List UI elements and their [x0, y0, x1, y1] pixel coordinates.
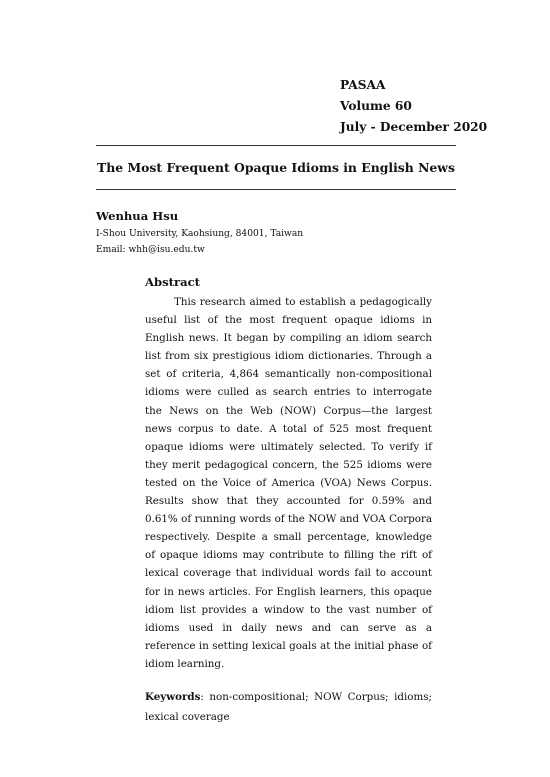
author-email: Email: whh@isu.edu.tw — [96, 245, 205, 255]
journal-info — [340, 75, 487, 138]
paper-title: The Most Frequent Opaque Idioms in English News — [97, 160, 455, 175]
keywords-text: : non-compositional; NOW Corpus; idioms; lexical coverage — [145, 690, 432, 723]
abstract-body: This research aimed to establish a pedagogically useful list of the most frequent opaque idioms in English news. It began by compiling an idiom search list from six prestigious idiom dictionaries. Through a set of criteria, 4,864 semantically non-compositional idioms were culled as search entries to interrogate the News on the Web (NOW) Corpus—the largest news corpus to date. A total of 525 most frequent opaque idioms were ultimately selected. To verify if they merit pedagogical concern, the 525 idioms were tested on the Voice of America (VOA) News Corpus. Results show that they accounted for 0.59% and 0.61% of running words of the NOW and VOA Corpora respectively. Despite a small percentage, knowledge of opaque idioms may contribute to filling the rift of lexical coverage that individual words fail to account for in news articles. For English learners, this opaque idiom list provides a window to the vast number of idioms used in daily news and can serve as a reference in setting lexical goals at the initial phase of idiom learning. — [145, 296, 432, 670]
journal-volume: Volume 60 — [340, 99, 412, 113]
title-top-rule — [96, 145, 456, 146]
author-affiliation: I-Shou University, Kaohsiung, 84001, Taiwan — [96, 229, 304, 239]
abstract-section — [145, 275, 432, 727]
author-name: Wenhua Hsu — [96, 209, 179, 223]
author-block — [96, 208, 303, 258]
title-bottom-rule — [96, 189, 456, 190]
journal-name: PASAA — [340, 78, 386, 92]
keywords-label: Keywords — [145, 690, 201, 703]
keywords-paragraph — [145, 687, 432, 727]
abstract-heading: Abstract — [145, 275, 201, 289]
journal-issue-date: July - December 2020 — [340, 120, 488, 134]
